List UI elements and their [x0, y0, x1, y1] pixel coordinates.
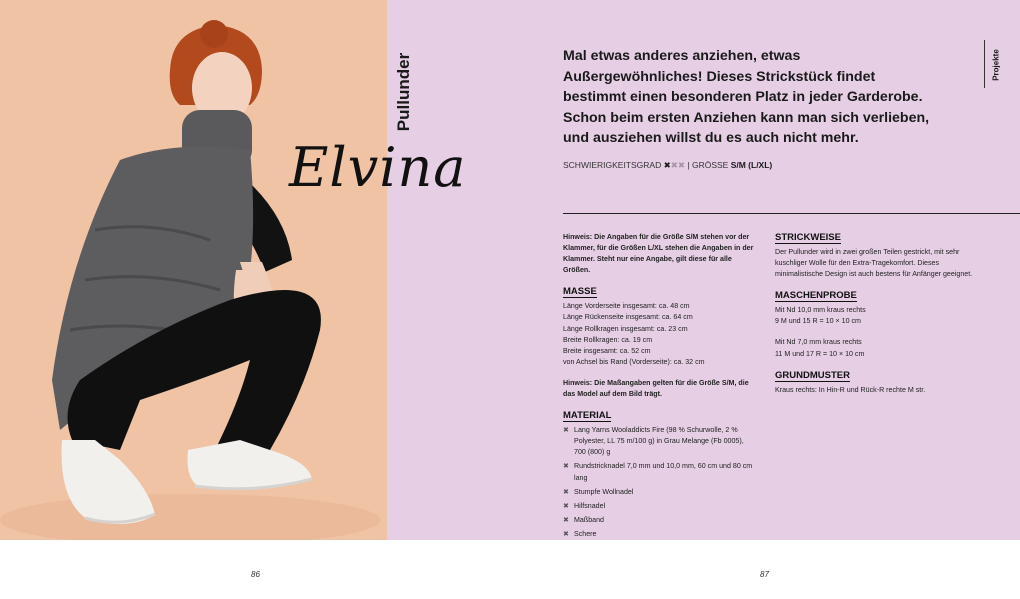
- bullet-icon: ✖: [563, 530, 569, 538]
- bullet-icon: ✖: [563, 516, 569, 524]
- list-item: ✖ Lang Yarns Wooladdicts Fire (98 % Schurwolle, 2 % Polyester, LL 75 m/100 g) in Grau Melange (Fb 0005), 700 (800) g: [563, 426, 744, 457]
- grundmuster-text: Kraus rechts: In Hin-R und Rück-R rechte M str.: [775, 385, 926, 394]
- size-value: S/M (L/XL): [730, 160, 773, 170]
- section-label: Projekte: [991, 49, 1001, 81]
- material-list: [563, 425, 755, 540]
- bullet-icon: ✖: [563, 502, 569, 510]
- masse-line: Breite Rollkragen: ca. 19 cm: [563, 335, 653, 344]
- left-column: [563, 232, 755, 543]
- section-marker-line: [984, 40, 985, 88]
- hint-sizes: Hinweis: Die Angaben für die Größe S/M stehen vor der Klammer, für die Größen L/XL stehen die Angaben in der Klammer. Steht nur eine Angabe, gilt diese für alle Größen.: [563, 233, 754, 275]
- masse-line: Länge Vorderseite insgesamt: ca. 48 cm: [563, 302, 690, 311]
- list-item: ✖ Stumpfe Wollnadel: [563, 487, 755, 498]
- list-item: ✖ Rundstricknadel 7,0 mm und 10,0 mm, 60 cm und 80 cm lang: [563, 462, 753, 482]
- maschenprobe-line: Mit Nd 7,0 mm kraus rechts: [775, 338, 862, 347]
- grundmuster-heading: GRUNDMUSTER: [775, 369, 850, 381]
- strickweise-text: Der Pullunder wird in zwei großen Teilen gestrickt, mit sehr kuschliger Wolle für den Extra-Tragekomfort. Dieses minimalistische Design ist auch bestens für Anfänger geeignet.: [775, 248, 973, 279]
- bullet-icon: ✖: [563, 427, 569, 435]
- maschenprobe-line: 11 M und 17 R = 10 × 10 cm: [775, 349, 865, 358]
- page-number-right: 87: [760, 570, 769, 579]
- difficulty-mark-full-icon: ✖: [663, 160, 671, 170]
- bullet-icon: ✖: [563, 488, 569, 496]
- difficulty-mark-light-icon: ✖✖: [670, 160, 685, 170]
- horizontal-divider: [563, 213, 1020, 214]
- hint-measurements: Hinweis: Die Maßangaben gelten für die Größe S/M, die das Model auf dem Bild trägt.: [563, 378, 749, 399]
- script-title: Elvina: [289, 136, 467, 199]
- list-item: ✖ Maßband: [563, 515, 755, 526]
- masse-line: Länge Rollkragen insgesamt: ca. 23 cm: [563, 324, 688, 333]
- strickweise-heading: STRICKWEISE: [775, 232, 841, 243]
- intro-text: Mal etwas anderes anziehen, etwas Außergewöhnliches! Dieses Strickstück findet bestimmt einen besonderen Platz in jeder Garderobe. Schon beim ersten Anziehen kann man sich verlieben, und ausziehen willst du es auch nicht mehr.: [563, 48, 930, 146]
- masse-line: Breite insgesamt: ca. 52 cm: [563, 346, 651, 355]
- list-item: ✖ Hilfsnadel: [563, 501, 755, 512]
- difficulty-label: SCHWIERIGKEITSGRAD: [563, 160, 662, 170]
- masse-heading: MASSE: [563, 286, 597, 298]
- model-illustration: [0, 0, 387, 540]
- meta-separator: |: [687, 160, 690, 170]
- maschenprobe-line: Mit Nd 10,0 mm kraus rechts: [775, 306, 866, 315]
- masse-line: von Achsel bis Rand (Vorderseite): ca. 32 cm: [563, 357, 705, 366]
- list-item: ✖ Schere: [563, 529, 755, 540]
- maschenprobe-heading: MASCHENPROBE: [775, 290, 857, 302]
- maschenprobe-line: 9 M und 15 R = 10 × 10 cm: [775, 317, 861, 326]
- masse-line: Länge Rückenseite insgesamt: ca. 64 cm: [563, 313, 693, 322]
- page-number-left: 86: [251, 570, 260, 579]
- material-heading: MATERIAL: [563, 410, 612, 422]
- model-photo: [0, 0, 387, 540]
- bullet-icon: ✖: [563, 463, 569, 471]
- size-label: GRÖSSE: [691, 160, 729, 170]
- right-column: [775, 232, 975, 396]
- vertical-title: Pullunder: [394, 52, 413, 132]
- difficulty-size-line: [563, 160, 772, 171]
